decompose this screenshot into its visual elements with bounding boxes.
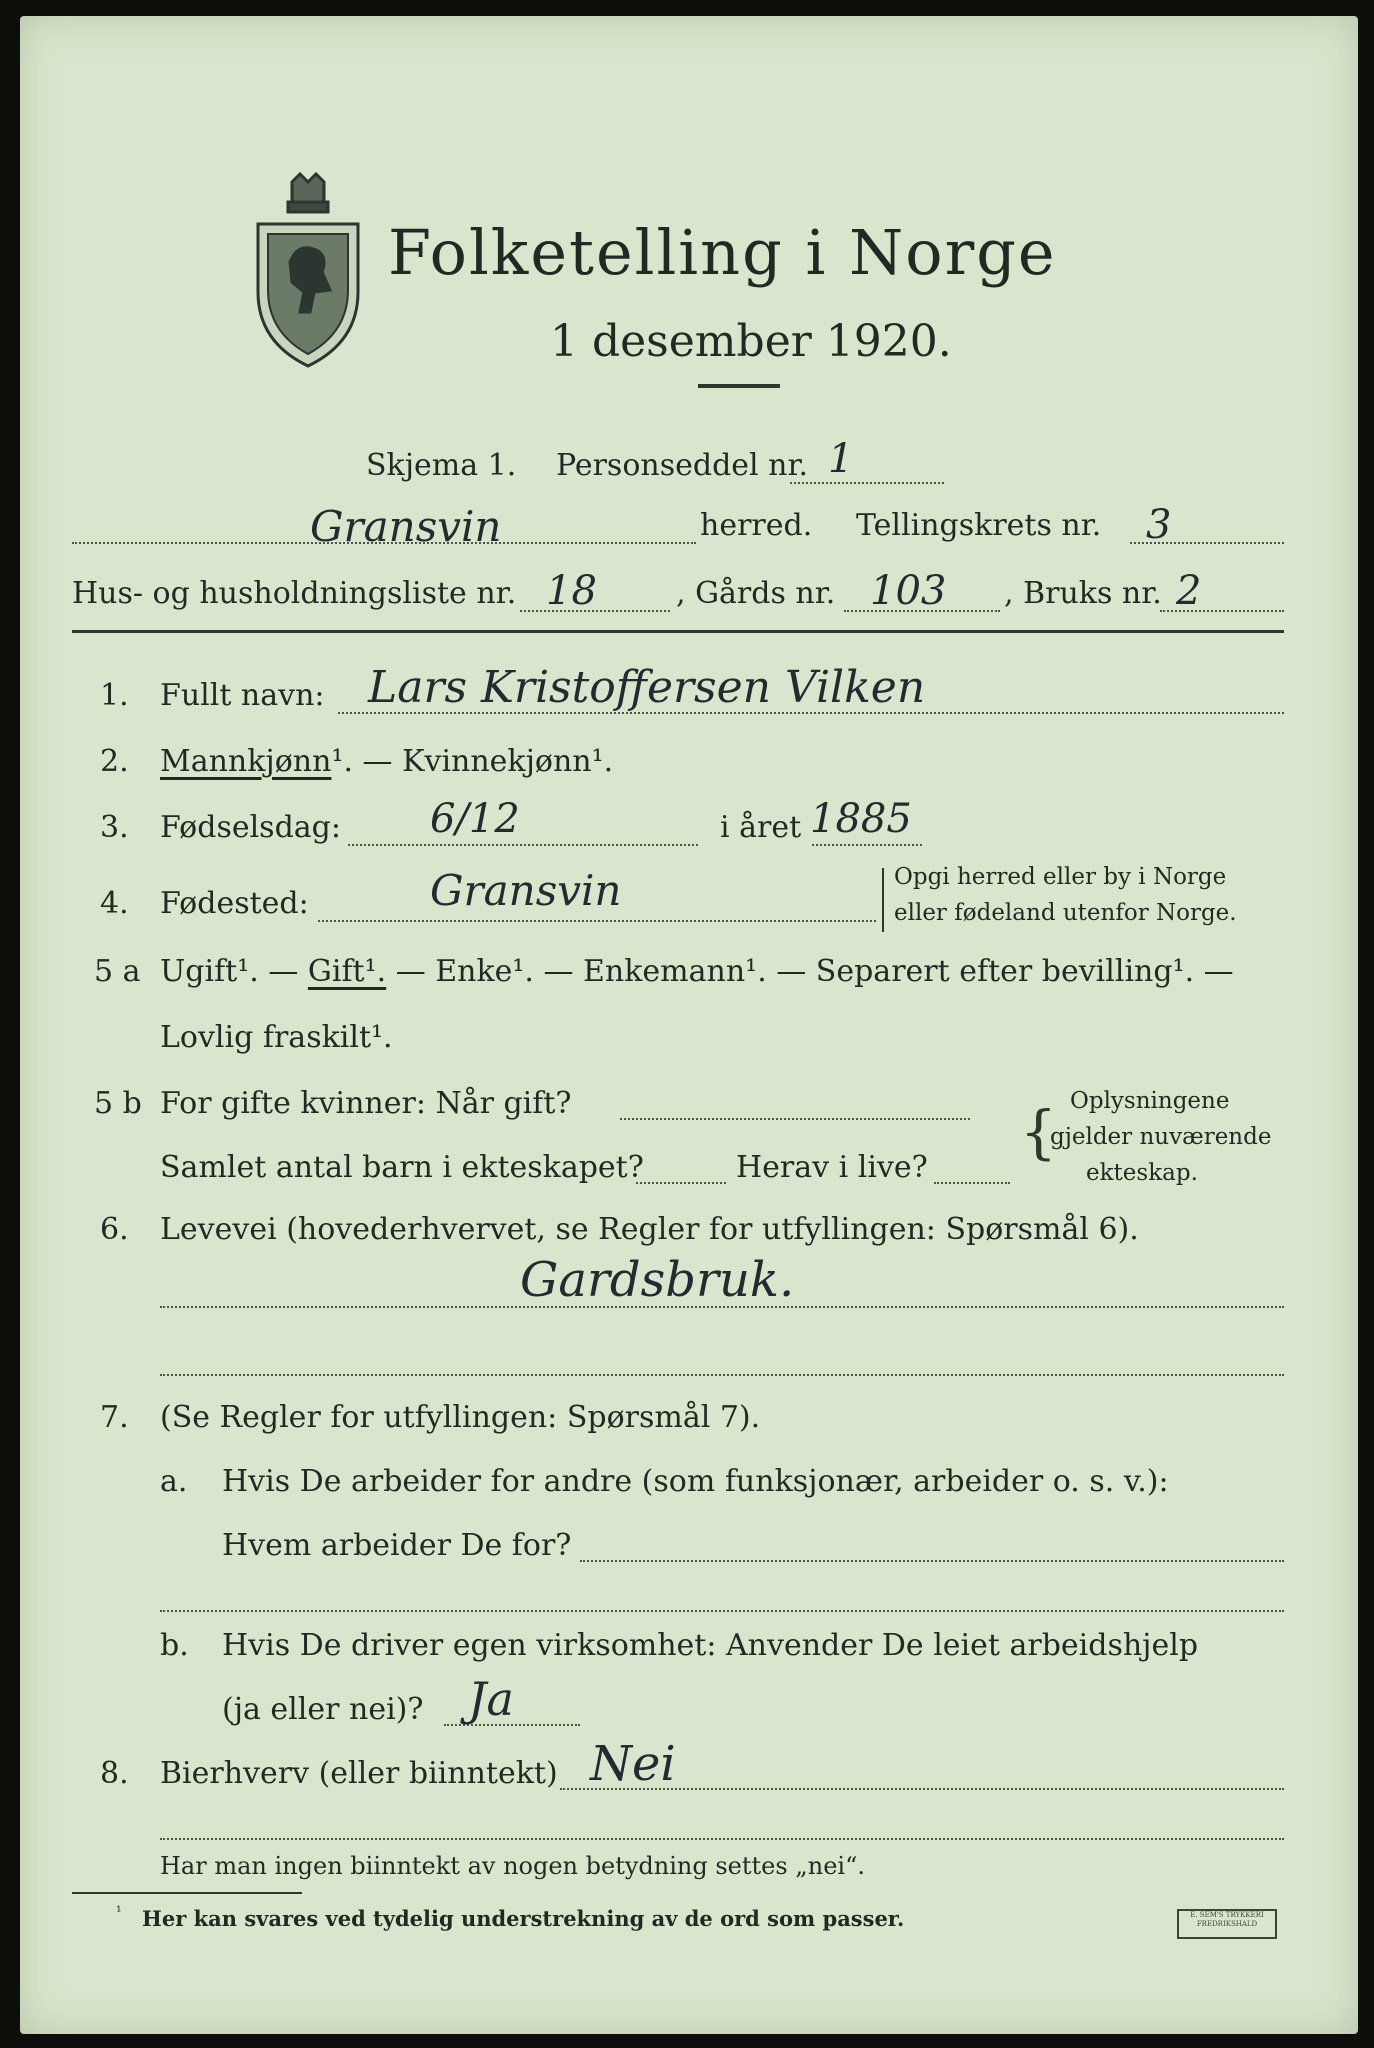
q1-number: 1. (100, 678, 129, 713)
form-title: Folketelling i Norge (388, 216, 1057, 289)
footnote-mark: ¹ (116, 1904, 122, 1920)
q5b-married-when-label: For gifte kvinner: Når gift? (160, 1086, 572, 1121)
birthplace-field-line (318, 920, 876, 922)
personseddel-field-line (790, 482, 944, 484)
birthday-value: 6/12 (430, 796, 520, 842)
census-date: 1 desember 1920. (550, 316, 952, 367)
side-income-field-line-2 (160, 1838, 1284, 1840)
q5b-note-3: ekteskap. (1086, 1160, 1198, 1186)
q6-number: 6. (100, 1212, 129, 1247)
personseddel-value: 1 (828, 436, 854, 482)
marital-unmarried: Ugift¹. — (160, 954, 308, 989)
birth-year-value: 1885 (810, 796, 912, 842)
q6-label: Levevei (hovederhvervet, se Regler for utfyllingen: Spørsmål 6). (160, 1212, 1139, 1247)
personseddel-label: Personseddel nr. (556, 448, 809, 483)
employer-field-line (580, 1560, 1284, 1562)
printer-stamp: E. SEM'S TRYKKERI FREDRIKSHALD (1177, 1909, 1277, 1939)
bruks-value: 2 (1176, 568, 1202, 614)
occupation-field-line (160, 1306, 1284, 1308)
q7-label: (Se Regler for utfyllingen: Spørsmål 7). (160, 1400, 761, 1435)
q7-number: 7. (100, 1400, 129, 1435)
title-divider (698, 384, 780, 388)
q5b-number: 5 b (94, 1086, 142, 1121)
header-rule (72, 630, 1284, 633)
q5a-number: 5 a (94, 954, 141, 989)
birthday-field-line (348, 844, 698, 846)
q7a-label: Hvis De arbeider for andre (som funksjonær, arbeider o. s. v.): (222, 1464, 1169, 1499)
census-form-sheet (20, 16, 1358, 2034)
skjema-label: Skjema 1. (366, 448, 517, 483)
full-name-value: Lars Kristoffersen Vilken (368, 662, 926, 713)
footnote-rule (72, 1892, 302, 1894)
marital-status-line (160, 954, 1234, 989)
birthplace-value: Gransvin (430, 866, 622, 915)
q2-number: 2. (100, 744, 129, 779)
q8-label: Bierhverv (eller biinntekt) (160, 1756, 558, 1791)
q7b-question: (ja eller nei)? (222, 1692, 424, 1727)
children-field-line (636, 1182, 726, 1184)
birthplace-note-bracket (882, 868, 884, 932)
hus-label: Hus- og husholdningsliste nr. (72, 576, 517, 611)
q3-label: Fødselsdag: (160, 810, 341, 845)
marital-other-options: — Enke¹. — Enkemann¹. — Separert efter bevilling¹. — (386, 954, 1234, 989)
marital-married-underlined: Gift¹. (307, 954, 387, 989)
q4-number: 4. (100, 886, 129, 921)
q5b-alive-label: Herav i live? (736, 1150, 928, 1185)
birthplace-note-2: eller fødeland utenfor Norge. (894, 900, 1237, 926)
gender-male-underlined: Mannkjønn (160, 744, 332, 779)
q7a-question: Hvem arbeider De for? (222, 1528, 572, 1563)
q8-number: 8. (100, 1756, 129, 1791)
norwegian-coat-of-arms-icon (248, 172, 368, 370)
gards-value: 103 (870, 568, 947, 614)
hired-help-value: Ja (468, 1672, 514, 1726)
marital-divorced: Lovlig fraskilt¹. (160, 1020, 393, 1055)
side-income-value: Nei (590, 1736, 676, 1792)
q1-label: Fullt navn: (160, 678, 325, 713)
gender-separator: ¹. — (331, 744, 403, 779)
alive-field-line (934, 1182, 1010, 1184)
q5b-brace: { (1020, 1098, 1057, 1166)
occupation-field-line-2 (160, 1374, 1284, 1376)
gender-female: Kvinnekjønn¹. (402, 744, 614, 779)
gender-line (160, 744, 613, 779)
q5b-note-2: gjelder nuværende (1050, 1124, 1272, 1150)
footnote-text: Her kan svares ved tydelig understrekning av de ord som passer. (142, 1906, 905, 1931)
tellingskrets-label: Tellingskrets nr. (856, 508, 1102, 543)
employer-field-line-2 (160, 1610, 1284, 1612)
gards-label: , Gårds nr. (676, 576, 836, 611)
herred-value: Gransvin (310, 502, 502, 551)
birthplace-note-1: Opgi herred eller by i Norge (894, 864, 1227, 890)
q5b-note-1: Oplysningene (1070, 1088, 1230, 1114)
year-field-line (812, 844, 922, 846)
q5b-children-label: Samlet antal barn i ekteskapet? (160, 1150, 644, 1185)
tellingskrets-value: 3 (1146, 502, 1172, 548)
year-label: i året (720, 810, 802, 845)
occupation-value: Gardsbruk. (520, 1252, 795, 1308)
q7b-letter: b. (160, 1628, 189, 1663)
q4-label: Fødested: (160, 886, 309, 921)
side-income-note: Har man ingen biinntekt av nogen betydning settes „nei“. (160, 1852, 865, 1880)
hus-value: 18 (546, 568, 597, 614)
herred-label: herred. (700, 508, 813, 543)
married-when-field-line (620, 1118, 970, 1120)
bruks-label: , Bruks nr. (1004, 576, 1162, 611)
q7b-label: Hvis De driver egen virksomhet: Anvender De leiet arbeidshjelp (222, 1628, 1199, 1663)
q3-number: 3. (100, 810, 129, 845)
q7a-letter: a. (160, 1464, 188, 1499)
